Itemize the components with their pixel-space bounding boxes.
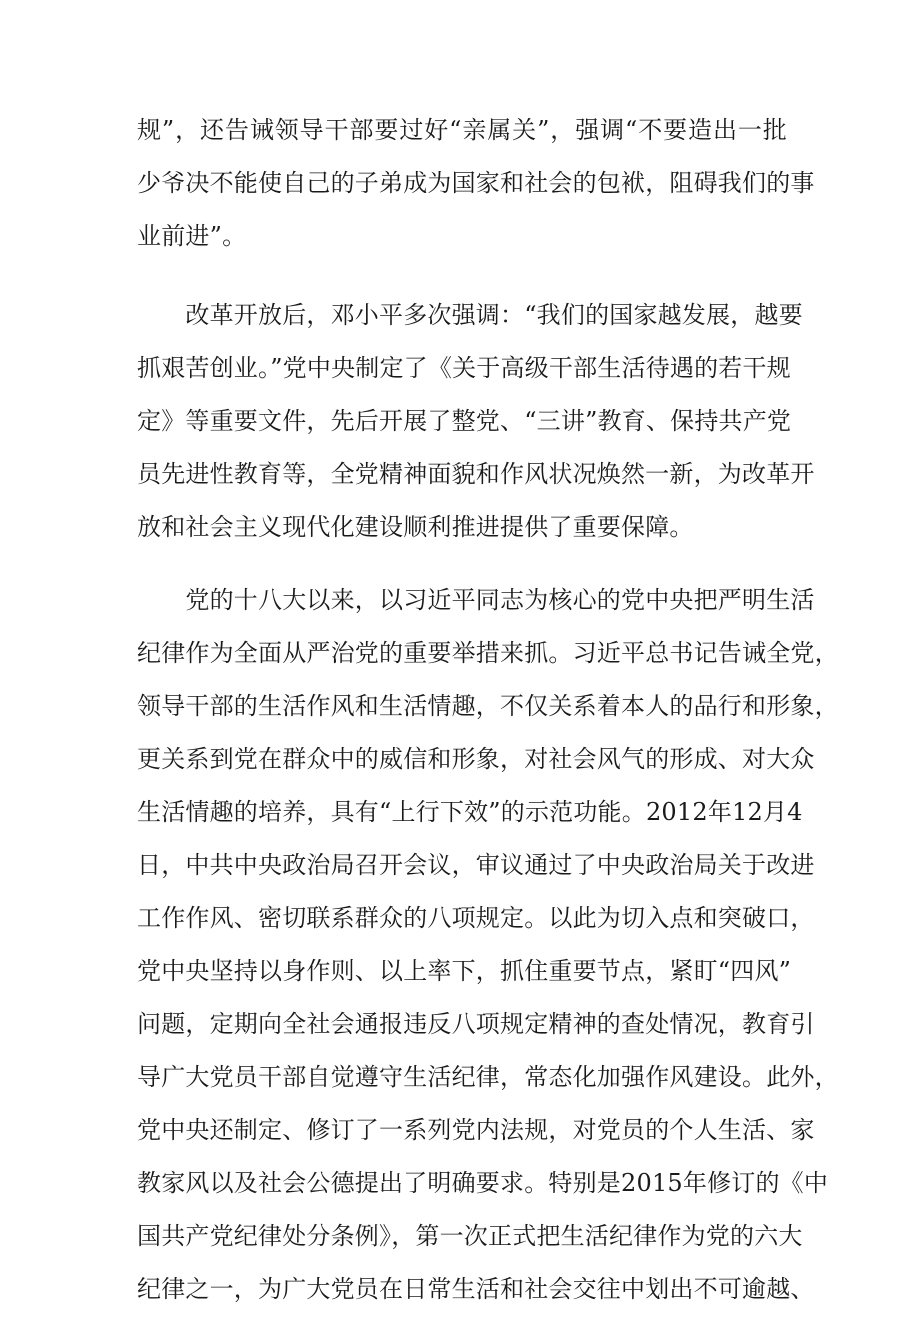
text-line: 业前进”。 — [137, 222, 247, 250]
text-line: 日，中共中央政治局召开会议，审议通过了中央政治局关于改进 — [137, 851, 815, 879]
text-line: 教家风以及社会公德提出了明确要求。特别是2015年修订的《中 — [137, 1169, 829, 1197]
text-line: 员先进性教育等，全党精神面貌和作风状况焕然一新，为改革开 — [137, 460, 815, 488]
text-line: 抓艰苦创业。”党中央制定了《关于高级干部生活待遇的若干规 — [137, 354, 791, 382]
text-line: 国共产党纪律处分条例》，第一次正式把生活纪律作为党的六大 — [137, 1222, 803, 1250]
paragraph — [137, 574, 839, 1316]
text-line: 领导干部的生活作风和生活情趣，不仅关系着本人的品行和形象， — [137, 692, 839, 720]
text-line: 党的十八大以来，以习近平同志为核心的党中央把严明生活 — [137, 586, 815, 614]
text-line: 改革开放后，邓小平多次强调：“我们的国家越发展，越要 — [137, 301, 803, 329]
text-line: 党中央还制定、修订了一系列党内法规，对党员的个人生活、家 — [137, 1116, 815, 1144]
text-line: 纪律作为全面从严治党的重要举措来抓。习近平总书记告诫全党， — [137, 639, 839, 667]
paragraph — [137, 289, 815, 554]
text-line: 定》等重要文件，先后开展了整党、“三讲”教育、保持共产党 — [137, 407, 792, 435]
body-text — [137, 104, 839, 1342]
text-line: 生活情趣的培养，具有“上行下效”的示范功能。2012年12月4 — [137, 798, 803, 826]
text-line: 导广大党员干部自觉遵守生活纪律，常态化加强作风建设。此外， — [137, 1063, 839, 1091]
paragraph — [137, 104, 815, 263]
text-line: 规”，还告诫领导干部要过好“亲属关”，强调“不要造出一批 — [137, 116, 787, 144]
text-line: 问题，定期向全社会通报违反八项规定精神的查处情况，教育引 — [137, 1010, 815, 1038]
text-line: 纪律之一，为广大党员在日常生活和社会交往中划出不可逾越、 — [137, 1275, 815, 1303]
text-line: 更关系到党在群众中的威信和形象，对社会风气的形成、对大众 — [137, 745, 815, 773]
text-line: 党中央坚持以身作则、以上率下，抓住重要节点，紧盯“四风” — [137, 957, 792, 985]
text-line: 少爷决不能使自己的子弟成为国家和社会的包袱，阻碍我们的事 — [137, 169, 815, 197]
text-line: 工作作风、密切联系群众的八项规定。以此为切入点和突破口， — [137, 904, 815, 932]
text-line: 放和社会主义现代化建设顺利推进提供了重要保障。 — [137, 513, 694, 541]
